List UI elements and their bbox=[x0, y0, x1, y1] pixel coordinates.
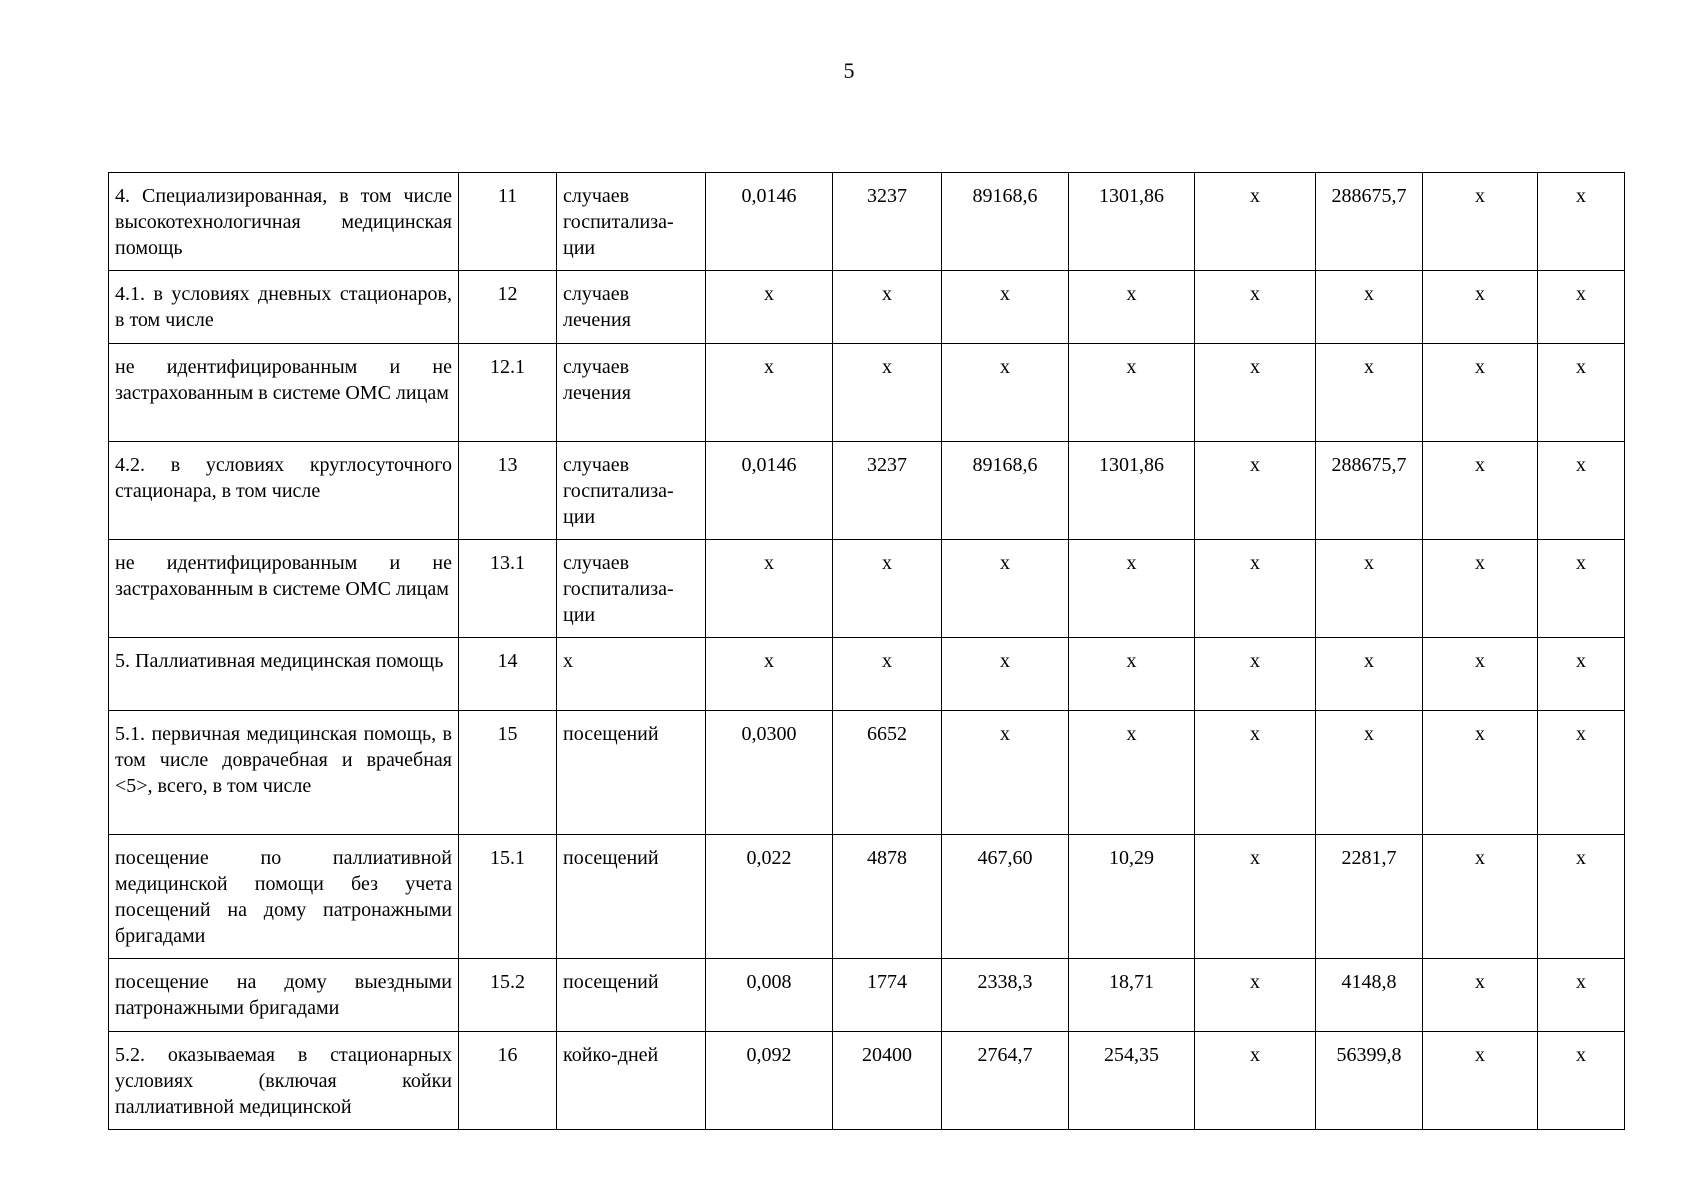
row-value: х bbox=[833, 344, 942, 442]
row-value: х bbox=[1069, 344, 1195, 442]
row-value: 1301,86 bbox=[1069, 173, 1195, 271]
row-value: 0,092 bbox=[706, 1032, 833, 1130]
row-value: х bbox=[1195, 344, 1316, 442]
row-value: х bbox=[1195, 540, 1316, 638]
row-value: х bbox=[1195, 638, 1316, 711]
row-value: х bbox=[1423, 442, 1538, 540]
row-value: 1774 bbox=[833, 959, 942, 1032]
table-row bbox=[109, 711, 1625, 835]
row-value: х bbox=[833, 638, 942, 711]
row-unit: случаев госпитализа-ции bbox=[557, 442, 706, 540]
table-body bbox=[109, 173, 1625, 1130]
row-unit: случаев лечения bbox=[557, 271, 706, 344]
row-value: 56399,8 bbox=[1316, 1032, 1423, 1130]
row-value: 254,35 bbox=[1069, 1032, 1195, 1130]
table-row bbox=[109, 959, 1625, 1032]
row-value: х bbox=[706, 638, 833, 711]
row-value: х bbox=[1195, 173, 1316, 271]
row-value: 1301,86 bbox=[1069, 442, 1195, 540]
row-name: 5. Паллиативная медицинская помощь bbox=[109, 638, 459, 711]
row-number: 11 bbox=[459, 173, 557, 271]
row-value: х bbox=[1316, 344, 1423, 442]
row-value: х bbox=[1538, 1032, 1625, 1130]
page-number: 5 bbox=[843, 58, 855, 83]
row-name: 5.1. первичная медицинская помощь, в том числе доврачебная и врачебная <5>, всего, в том числе bbox=[109, 711, 459, 835]
row-value: х bbox=[1423, 1032, 1538, 1130]
table-row bbox=[109, 344, 1625, 442]
row-number: 13 bbox=[459, 442, 557, 540]
table-row bbox=[109, 173, 1625, 271]
row-unit: х bbox=[557, 638, 706, 711]
row-value: 2281,7 bbox=[1316, 835, 1423, 959]
row-value: 0,022 bbox=[706, 835, 833, 959]
row-unit: посещений bbox=[557, 711, 706, 835]
row-name: посещение на дому выездными патронажными бригадами bbox=[109, 959, 459, 1032]
row-value: 467,60 bbox=[942, 835, 1069, 959]
row-value: х bbox=[942, 344, 1069, 442]
row-value: х bbox=[706, 271, 833, 344]
row-name: 4. Специализированная, в том числе высокотехнологичная медицинская помощь bbox=[109, 173, 459, 271]
row-number: 12.1 bbox=[459, 344, 557, 442]
row-number: 16 bbox=[459, 1032, 557, 1130]
table-row bbox=[109, 442, 1625, 540]
row-value: х bbox=[1538, 442, 1625, 540]
row-value: х bbox=[1195, 835, 1316, 959]
row-value: х bbox=[833, 540, 942, 638]
row-unit: случаев госпитализа-ции bbox=[557, 540, 706, 638]
row-value: х bbox=[833, 271, 942, 344]
row-value: х bbox=[706, 344, 833, 442]
row-value: х bbox=[1423, 835, 1538, 959]
row-name: посещение по паллиативной медицинской помощи без учета посещений на дому патронажными бригадами bbox=[109, 835, 459, 959]
row-value: 3237 bbox=[833, 173, 942, 271]
row-value: 89168,6 bbox=[942, 442, 1069, 540]
row-value: х bbox=[942, 638, 1069, 711]
table-row bbox=[109, 1032, 1625, 1130]
row-name: 4.2. в условиях круглосуточного стационара, в том числе bbox=[109, 442, 459, 540]
row-unit: случаев лечения bbox=[557, 344, 706, 442]
row-value: х bbox=[1423, 271, 1538, 344]
row-value: х bbox=[1069, 540, 1195, 638]
row-number: 13.1 bbox=[459, 540, 557, 638]
row-value: 288675,7 bbox=[1316, 173, 1423, 271]
row-value: х bbox=[1316, 711, 1423, 835]
row-number: 14 bbox=[459, 638, 557, 711]
row-value: 2764,7 bbox=[942, 1032, 1069, 1130]
row-value: 18,71 bbox=[1069, 959, 1195, 1032]
row-value: х bbox=[1423, 173, 1538, 271]
row-unit: посещений bbox=[557, 835, 706, 959]
row-value: 89168,6 bbox=[942, 173, 1069, 271]
table-row bbox=[109, 835, 1625, 959]
row-value: х bbox=[1195, 1032, 1316, 1130]
row-number: 15.2 bbox=[459, 959, 557, 1032]
row-value: х bbox=[1538, 173, 1625, 271]
row-value: 4878 bbox=[833, 835, 942, 959]
row-value: х bbox=[1423, 638, 1538, 711]
table-row bbox=[109, 638, 1625, 711]
row-value: х bbox=[1195, 959, 1316, 1032]
row-value: х bbox=[1538, 835, 1625, 959]
row-value: 6652 bbox=[833, 711, 942, 835]
row-value: х bbox=[1538, 344, 1625, 442]
row-value: х bbox=[1538, 271, 1625, 344]
row-value: х bbox=[1423, 344, 1538, 442]
row-value: 0,0300 bbox=[706, 711, 833, 835]
row-value: 20400 bbox=[833, 1032, 942, 1130]
row-unit: посещений bbox=[557, 959, 706, 1032]
row-name: не идентифицированным и не застрахованным в системе ОМС лицам bbox=[109, 540, 459, 638]
row-value: 2338,3 bbox=[942, 959, 1069, 1032]
row-name: не идентифицированным и не застрахованным в системе ОМС лицам bbox=[109, 344, 459, 442]
row-name: 5.2. оказываемая в стационарных условиях (включая койки паллиативной медицинской bbox=[109, 1032, 459, 1130]
row-value: 0,0146 bbox=[706, 173, 833, 271]
row-value: х bbox=[1538, 711, 1625, 835]
row-value: х bbox=[1195, 442, 1316, 540]
row-value: 288675,7 bbox=[1316, 442, 1423, 540]
row-value: х bbox=[942, 711, 1069, 835]
row-name: 4.1. в условиях дневных стационаров, в том числе bbox=[109, 271, 459, 344]
row-unit: койко-дней bbox=[557, 1032, 706, 1130]
row-value: х bbox=[942, 271, 1069, 344]
row-number: 15.1 bbox=[459, 835, 557, 959]
row-value: х bbox=[1195, 271, 1316, 344]
row-value: х bbox=[1316, 540, 1423, 638]
row-value: 0,008 bbox=[706, 959, 833, 1032]
row-value: х bbox=[1538, 540, 1625, 638]
table-row bbox=[109, 540, 1625, 638]
row-value: х bbox=[706, 540, 833, 638]
row-value: х bbox=[1069, 638, 1195, 711]
row-value: 0,0146 bbox=[706, 442, 833, 540]
row-value: х bbox=[942, 540, 1069, 638]
row-value: 4148,8 bbox=[1316, 959, 1423, 1032]
row-value: х bbox=[1423, 959, 1538, 1032]
row-unit: случаев госпитализа-ции bbox=[557, 173, 706, 271]
row-number: 12 bbox=[459, 271, 557, 344]
row-number: 15 bbox=[459, 711, 557, 835]
row-value: х bbox=[1069, 711, 1195, 835]
row-value: х bbox=[1069, 271, 1195, 344]
data-table bbox=[108, 172, 1625, 1130]
table-row bbox=[109, 271, 1625, 344]
row-value: х bbox=[1316, 638, 1423, 711]
row-value: х bbox=[1195, 711, 1316, 835]
row-value: х bbox=[1538, 959, 1625, 1032]
row-value: х bbox=[1423, 540, 1538, 638]
row-value: х bbox=[1423, 711, 1538, 835]
row-value: 10,29 bbox=[1069, 835, 1195, 959]
row-value: х bbox=[1538, 638, 1625, 711]
row-value: 3237 bbox=[833, 442, 942, 540]
row-value: х bbox=[1316, 271, 1423, 344]
